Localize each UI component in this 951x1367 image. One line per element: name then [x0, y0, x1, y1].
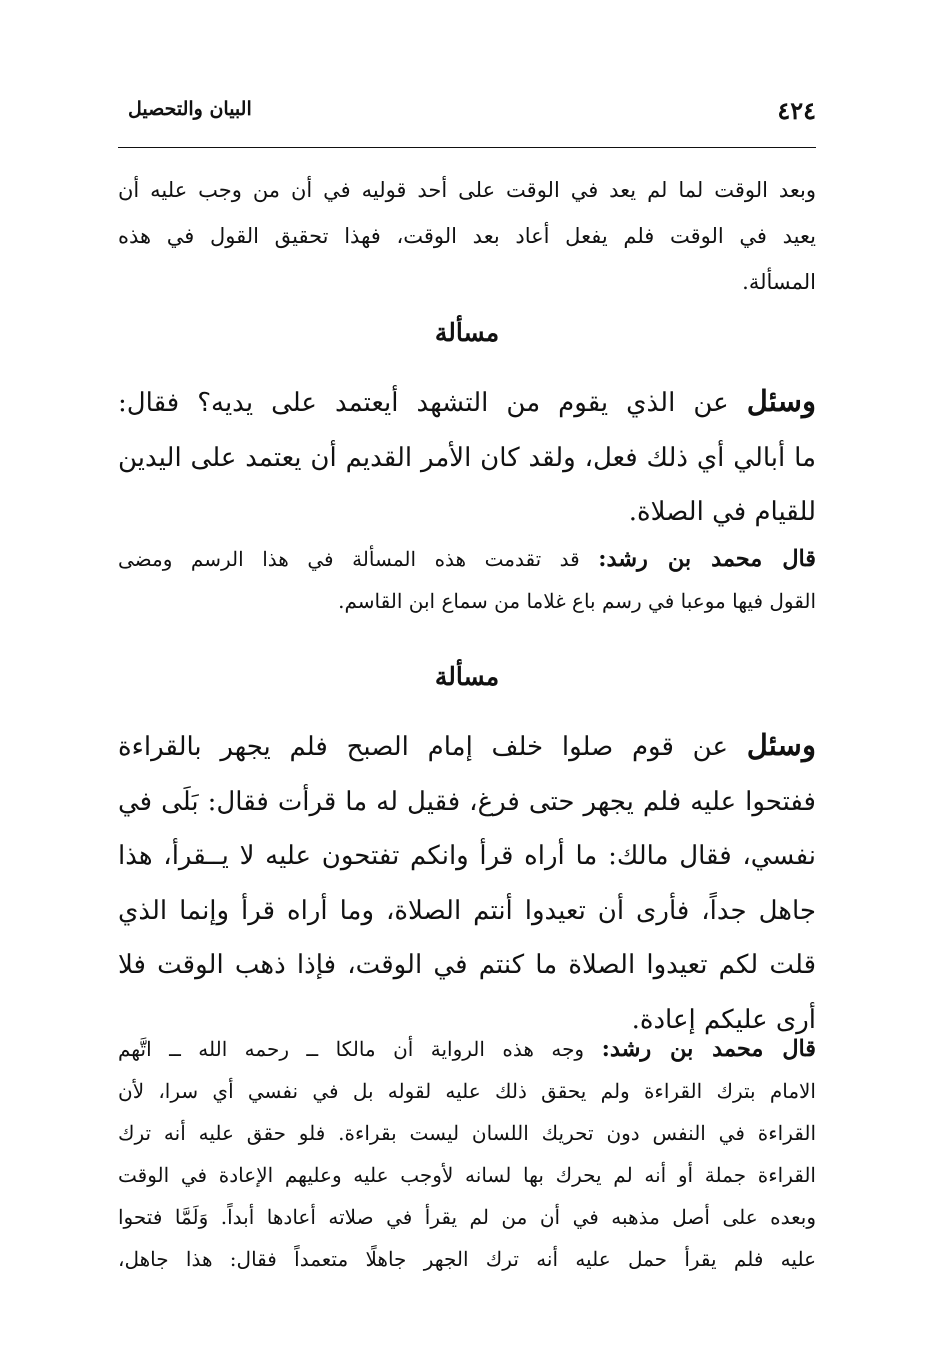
question-line [118, 718, 816, 775]
question-line: أرى عليكم إعادة. [631, 1004, 816, 1035]
commentary-lead: قال محمد بن رشد: [598, 546, 816, 572]
question-lead: وسئل [746, 728, 816, 762]
question-paragraph [118, 374, 816, 540]
page-number: ٤٢٤ [777, 96, 816, 125]
commentary-line [118, 538, 816, 580]
commentary-paragraph [118, 538, 816, 622]
commentary-line: القراءة في النفس دون تحريك اللسان ليست بقراءة. فلو حقق عليه أنه ترك [118, 1121, 816, 1145]
question-text: عن قوم صلوا خلف إمام الصبح فلم يجهر بالقراءة [118, 732, 728, 762]
intro-line: المسألة. [742, 270, 816, 294]
book-title: البيان والتحصيل [128, 98, 252, 120]
question-text: عن الذي يقوم من التشهد أيعتمد على يديه؟ فقال: [118, 388, 729, 418]
intro-paragraph [118, 167, 816, 305]
commentary-line: القراءة جملة أو أنه لم يحرك بها لسانه لأوجب عليه وعليهم الإعادة في الوقت [118, 1163, 816, 1187]
intro-line: وبعد الوقت لما لم يعد في الوقت على أحد قوليه في أن من وجب عليه أن [118, 178, 816, 202]
intro-line: يعيد في الوقت فلم يفعل أعاد بعد الوقت، فهذا تحقيق القول في هذه [118, 224, 816, 248]
question-line [118, 374, 816, 431]
question-line: ما أبالي أي ذلك فعل، ولقد كان الأمر القديم أن يعتمد على اليدين [118, 442, 816, 473]
commentary-text: وجه هذه الرواية أن مالكا ــ رحمه الله ــ اتَّهم [118, 1037, 585, 1061]
section-heading: مسألة [434, 318, 500, 347]
commentary-line: عليه فلم يقرأ حمل عليه أنه ترك الجهر جاهلًا متعمداً فقال: هذا جاهل، [118, 1247, 816, 1271]
question-line: جاهل جداً، فأرى أن تعيدوا أنتم الصلاة، وما أراه قرأ وإنما الذي [118, 895, 816, 926]
commentary-line [118, 1028, 816, 1070]
question-line: للقيام في الصلاة. [628, 497, 816, 527]
commentary-lead: قال محمد بن رشد: [601, 1036, 816, 1062]
question-line: ففتحوا عليه فلم يجهر حتى فرغ، فقيل له ما قرأت فقال: بَلَى في [118, 786, 816, 817]
question-lead: وسئل [746, 384, 816, 418]
question-line: قلت لكم تعيدوا الصلاة ما كنتم في الوقت، فإذا ذهب الوقت فلا [118, 950, 816, 980]
question-paragraph [118, 718, 816, 1047]
section-heading: مسألة [434, 662, 500, 691]
question-line: نفسي، فقال مالك: ما أراه قرأ وانكم تفتحون عليه لا يــقرأ، هذا [118, 841, 816, 871]
header-rule [118, 147, 816, 148]
commentary-line: الامام بترك القراءة ولم يحقق ذلك عليه لقوله بل في نفسي أي سرا، لأن [118, 1079, 816, 1103]
commentary-line: وبعده على أصل مذهبه في أن من لم يقرأ في صلاته أعادها أبداً. وَلَمَّا فتحوا [118, 1205, 816, 1229]
book-page [118, 0, 816, 1367]
commentary-line: القول فيها موعبا في رسم باع غلاما من سماع ابن القاسم. [338, 589, 816, 613]
commentary-text: قد تقدمت هذه المسألة في هذا الرسم ومضى [118, 547, 580, 571]
commentary-paragraph [118, 1028, 816, 1280]
running-header [118, 96, 816, 130]
